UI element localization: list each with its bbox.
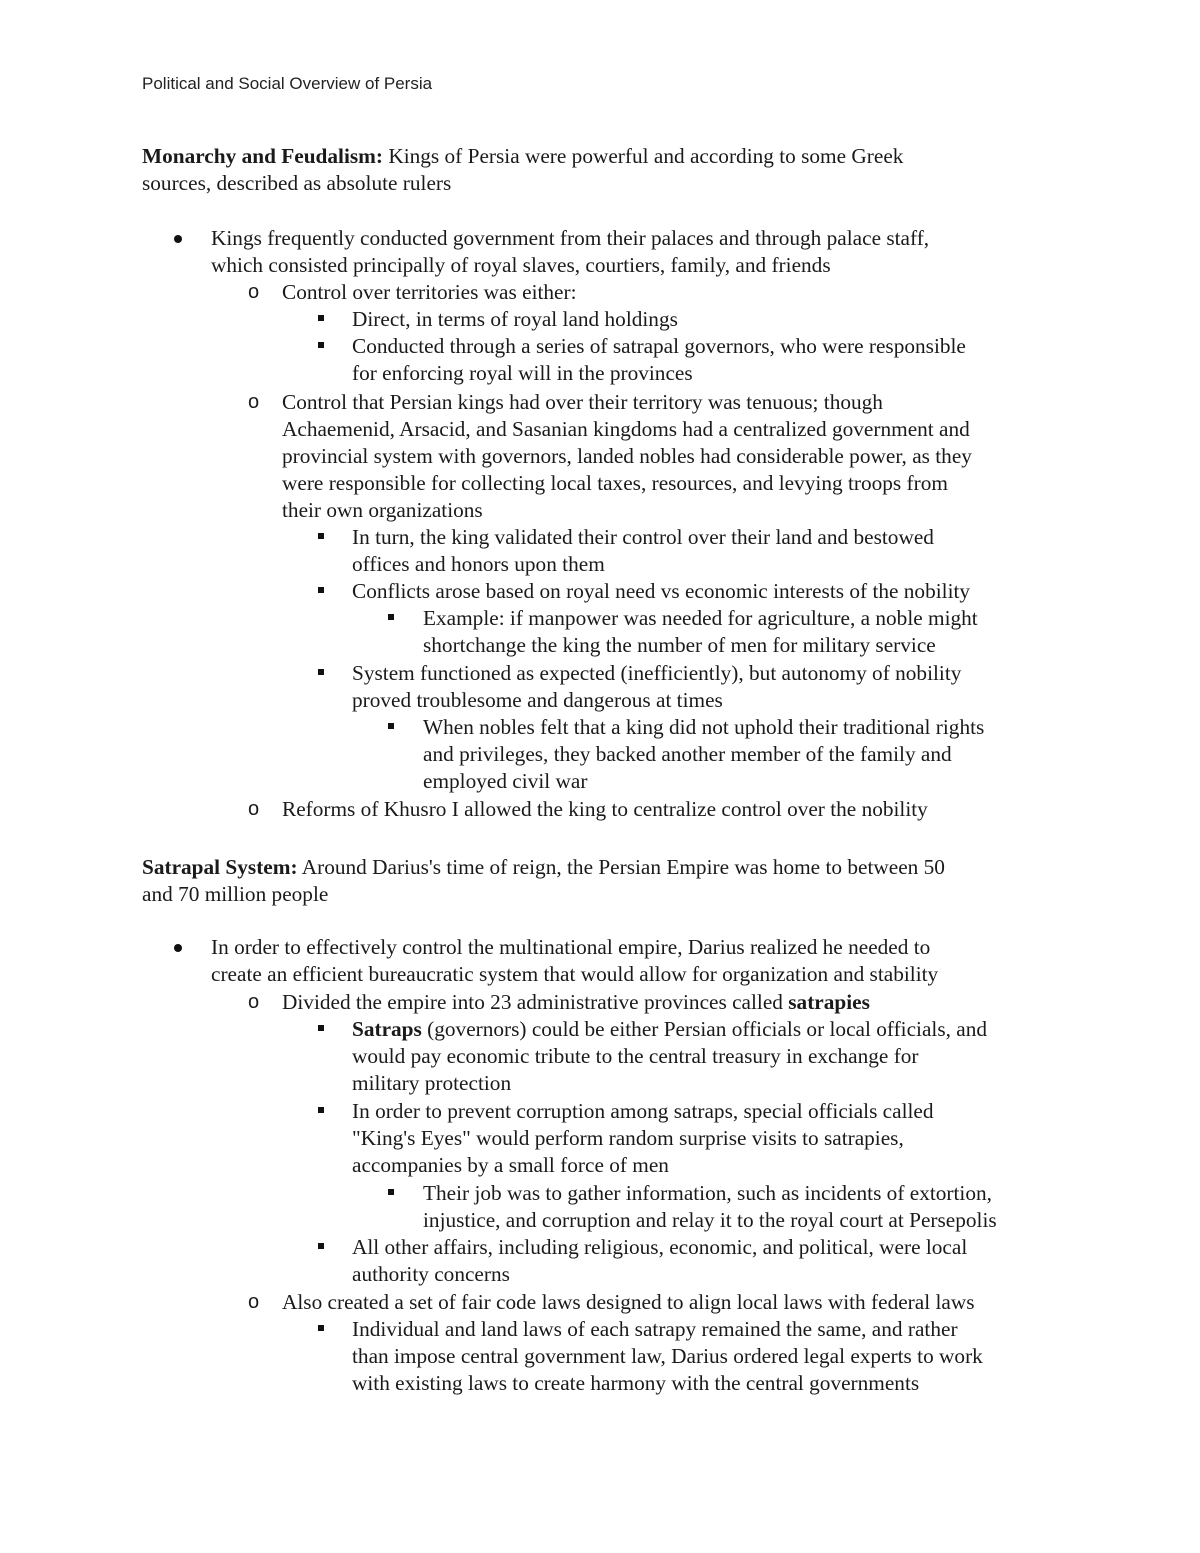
- s2-subsub1-line2: would pay economic tribute to the central treasury in exchange for: [352, 1044, 919, 1068]
- section2-intro-line1: [142, 854, 945, 881]
- s2-sub1: [282, 989, 870, 1016]
- s2-bullet1-line2: create an efficient bureaucratic system that would allow for organization and stability: [211, 962, 939, 986]
- s1-subsub3-line1: In turn, the king validated their control over their land and bestowed: [352, 525, 934, 549]
- s2-sub1-bold: satrapies: [788, 990, 870, 1014]
- s1-bullet1-line2: which consisted principally of royal slaves, courtiers, family, and friends: [211, 253, 831, 277]
- s1-sub1: Control over territories was either:: [282, 280, 577, 304]
- s2-bullet1-line1: In order to effectively control the multinational empire, Darius realized he needed to: [211, 935, 931, 959]
- s1-level4-1-line2: shortchange the king the number of men for military service: [423, 633, 936, 657]
- square-bullet-icon: [388, 614, 394, 620]
- s1-bullet1-line1: Kings frequently conducted government from their palaces and through palace staff,: [211, 226, 930, 250]
- s1-subsub3-line2: offices and honors upon them: [352, 552, 605, 576]
- s1-subsub5-line2: proved troublesome and dangerous at times: [352, 688, 723, 712]
- s2-subsub1-line3: military protection: [352, 1071, 512, 1095]
- s2-subsub2-line3: accompanies by a small force of men: [352, 1153, 669, 1177]
- section2-intro-line2: and 70 million people: [142, 882, 329, 906]
- s1-subsub4: Conflicts arose based on royal need vs economic interests of the nobility: [352, 579, 971, 603]
- section2-heading: Satrapal System:: [142, 855, 298, 879]
- square-bullet-icon: [318, 1325, 324, 1331]
- s2-subsub3-line1: All other affairs, including religious, economic, and political, were local: [352, 1235, 968, 1259]
- section1-intro-text: Kings of Persia were powerful and according to some Greek: [388, 144, 904, 168]
- section1-intro-line1: [142, 143, 903, 170]
- s1-subsub2-line1: Conducted through a series of satrapal governors, who were responsible: [352, 334, 966, 358]
- circle-bullet-icon: o: [248, 1291, 260, 1313]
- s2-subsub4-line1: Individual and land laws of each satrapy remained the same, and rather: [352, 1317, 958, 1341]
- s2-sub2: Also created a set of fair code laws designed to align local laws with federal laws: [282, 1290, 975, 1314]
- square-bullet-icon: [318, 587, 324, 593]
- s2-level4-1-line1: Their job was to gather information, such as incidents of extortion,: [423, 1181, 992, 1205]
- s2-subsub3-line2: authority concerns: [352, 1262, 510, 1286]
- square-bullet-icon: [318, 669, 324, 675]
- section1-intro-line2: sources, described as absolute rulers: [142, 171, 452, 195]
- s1-subsub2-line2: for enforcing royal will in the provinces: [352, 361, 693, 385]
- s2-subsub4-line2: than impose central government law, Darius ordered legal experts to work: [352, 1344, 983, 1368]
- square-bullet-icon: [318, 1025, 324, 1031]
- square-bullet-icon: [388, 723, 394, 729]
- circle-bullet-icon: o: [248, 391, 260, 413]
- s2-subsub1-line1: [352, 1016, 987, 1043]
- s2-sub1-text: Divided the empire into 23 administrative provinces called: [282, 990, 783, 1014]
- s2-level4-1-line2: injustice, and corruption and relay it to the royal court at Persepolis: [423, 1208, 997, 1232]
- square-bullet-icon: [318, 342, 324, 348]
- s2-subsub4-line3: with existing laws to create harmony with the central governments: [352, 1371, 920, 1395]
- s1-level4-1-line1: Example: if manpower was needed for agriculture, a noble might: [423, 606, 978, 630]
- s1-level4-2-line2: and privileges, they backed another member of the family and: [423, 742, 952, 766]
- s1-sub2-line5: their own organizations: [282, 498, 483, 522]
- s1-subsub1: Direct, in terms of royal land holdings: [352, 307, 678, 331]
- page-header: Political and Social Overview of Persia: [142, 74, 433, 93]
- s1-sub2-line2: Achaemenid, Arsacid, and Sasanian kingdoms had a centralized government and: [282, 417, 970, 441]
- bullet-dot-icon: [174, 235, 182, 243]
- s2-subsub2-line1: In order to prevent corruption among satraps, special officials called: [352, 1099, 934, 1123]
- s1-sub2-line4: were responsible for collecting local taxes, resources, and levying troops from: [282, 471, 948, 495]
- circle-bullet-icon: o: [248, 991, 260, 1013]
- section1-heading: Monarchy and Feudalism:: [142, 144, 383, 168]
- square-bullet-icon: [318, 1107, 324, 1113]
- square-bullet-icon: [318, 533, 324, 539]
- s2-subsub1-text: (governors) could be either Persian officials or local officials, and: [427, 1017, 988, 1041]
- s1-subsub5-line1: System functioned as expected (inefficiently), but autonomy of nobility: [352, 661, 962, 685]
- s1-level4-2-line1: When nobles felt that a king did not uphold their traditional rights: [423, 715, 985, 739]
- square-bullet-icon: [318, 1243, 324, 1249]
- bullet-dot-icon: [174, 944, 182, 952]
- s1-sub2-line3: provincial system with governors, landed nobles had considerable power, as they: [282, 444, 972, 468]
- section2-intro-text: Around Darius's time of reign, the Persian Empire was home to between 50: [301, 855, 945, 879]
- s1-sub2-line1: Control that Persian kings had over their territory was tenuous; though: [282, 390, 883, 414]
- square-bullet-icon: [388, 1189, 394, 1195]
- s2-subsub1-bold: Satraps: [352, 1017, 422, 1041]
- s1-level4-2-line3: employed civil war: [423, 769, 588, 793]
- square-bullet-icon: [318, 315, 324, 321]
- s1-sub3: Reforms of Khusro I allowed the king to centralize control over the nobility: [282, 797, 928, 821]
- circle-bullet-icon: o: [248, 281, 260, 303]
- s2-subsub2-line2: "King's Eyes" would perform random surprise visits to satrapies,: [352, 1126, 904, 1150]
- circle-bullet-icon: o: [248, 798, 260, 820]
